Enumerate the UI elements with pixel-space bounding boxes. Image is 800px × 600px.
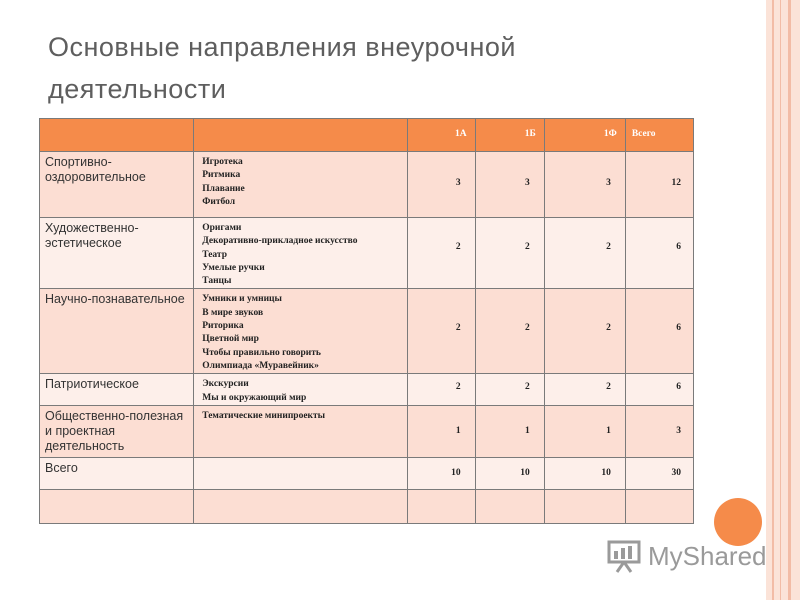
activities-table <box>39 118 694 524</box>
area-label: Патриотическое <box>45 377 139 392</box>
hours-value: 6 <box>676 242 681 252</box>
activities-cell <box>194 289 407 374</box>
hours-cell-b <box>475 406 544 458</box>
hours-value: 1 <box>606 426 611 437</box>
hours-cell-b <box>475 218 544 289</box>
activity-item: Умелые ручки <box>202 262 265 273</box>
hours-cell-b <box>475 152 544 218</box>
hours-value: 2 <box>606 382 611 393</box>
area-cell <box>40 374 194 406</box>
hours-value: 10 <box>601 468 611 479</box>
hours-cell-total <box>625 289 693 374</box>
hours-cell-a <box>407 289 475 374</box>
logo-text: MyShared <box>648 540 767 571</box>
activity-item: Фитбол <box>202 196 236 207</box>
hours-cell-f <box>544 374 625 406</box>
activity-item: Плавание <box>202 183 245 194</box>
hours-cell-f <box>544 490 625 524</box>
stripe-line <box>788 0 791 600</box>
hours-value: 2 <box>455 382 461 393</box>
decorative-side-stripe <box>766 0 800 600</box>
header-cell <box>40 119 194 152</box>
hours-cell-a <box>407 218 475 289</box>
header-cell-1f: 1Ф <box>544 119 625 152</box>
activity-item: Экскурсии <box>202 379 249 390</box>
area-label: Спортивно-оздоровительное <box>45 155 146 184</box>
activities-cell <box>194 218 407 289</box>
hours-cell-total <box>625 218 693 289</box>
hours-value: 30 <box>671 468 681 479</box>
hours-value: 10 <box>451 468 461 479</box>
area-label: Научно-познавательное <box>45 292 185 307</box>
stripe-line <box>780 0 781 600</box>
hours-cell-f <box>544 152 625 218</box>
area-label: Художественно-эстетическое <box>45 221 139 250</box>
area-cell <box>40 490 194 524</box>
activity-item: Умники и умницы <box>202 294 282 305</box>
activities-cell <box>194 458 407 490</box>
activities-cell <box>194 152 407 218</box>
table-row <box>40 289 694 374</box>
hours-value: 6 <box>676 323 681 334</box>
area-cell <box>40 406 194 458</box>
activities-cell <box>194 490 407 524</box>
hours-value: 6 <box>676 382 681 393</box>
hours-cell-f <box>544 218 625 289</box>
table-row <box>40 406 694 458</box>
hours-value: 2 <box>524 323 530 334</box>
activity-item: Ритмика <box>202 170 241 181</box>
activity-item: Декоративно-прикладное искусство <box>202 236 358 247</box>
hours-value: 3 <box>676 426 681 437</box>
hours-cell-total <box>625 490 693 524</box>
hours-cell-total <box>625 374 693 406</box>
hours-value: 10 <box>520 468 530 479</box>
hours-cell-a <box>407 374 475 406</box>
area-cell <box>40 289 194 374</box>
hours-cell-total <box>625 406 693 458</box>
table-header-row <box>40 119 694 152</box>
hours-cell-f <box>544 289 625 374</box>
activity-item: Театр <box>202 249 227 260</box>
hours-value: 2 <box>455 242 461 252</box>
hours-cell-b <box>475 490 544 524</box>
area-label: Всего <box>45 461 78 476</box>
table-row <box>40 218 694 289</box>
activity-item: Игротека <box>202 157 243 167</box>
hours-value: 1 <box>524 426 530 437</box>
hours-value: 12 <box>671 178 681 188</box>
area-cell <box>40 218 194 289</box>
activity-item: Риторика <box>202 321 244 332</box>
hours-cell-a <box>407 458 475 490</box>
hours-cell-total <box>625 152 693 218</box>
hours-value: 1 <box>455 426 461 437</box>
table-row <box>40 374 694 406</box>
table-row <box>40 458 694 490</box>
presentation-board-icon <box>606 538 642 574</box>
activity-item: Оригами <box>202 223 242 233</box>
hours-cell-a <box>407 406 475 458</box>
hours-cell-a <box>407 152 475 218</box>
slide-title: Основные направления внеурочной деятельности <box>48 32 516 104</box>
header-cell-1a: 1А <box>407 119 475 152</box>
logo <box>606 538 767 574</box>
header-cell-1b: 1Б <box>475 119 544 152</box>
hours-value: 2 <box>524 382 530 393</box>
activity-item: В мире звуков <box>202 307 264 318</box>
hours-value: 2 <box>524 242 530 252</box>
hours-value: 3 <box>606 178 611 188</box>
header-cell <box>194 119 407 152</box>
header-cell-total: Всего <box>625 119 693 152</box>
hours-value: 3 <box>524 178 530 188</box>
hours-cell-b <box>475 458 544 490</box>
activity-item: Цветной мир <box>202 334 259 345</box>
area-cell <box>40 152 194 218</box>
hours-cell-f <box>544 406 625 458</box>
table-row <box>40 152 694 218</box>
activities-cell <box>194 374 407 406</box>
stripe-line <box>772 0 774 600</box>
hours-value: 3 <box>455 178 461 188</box>
hours-cell-total <box>625 458 693 490</box>
area-cell <box>40 458 194 490</box>
activity-item: Олимпиада «Муравейник» <box>202 360 319 371</box>
hours-cell-a <box>407 490 475 524</box>
area-label <box>40 490 193 493</box>
activity-item: Тематические минипроекты <box>202 411 326 422</box>
activity-item: Мы и окружающий мир <box>202 392 307 403</box>
table-row <box>40 490 694 524</box>
hours-value: 2 <box>606 323 611 334</box>
activity-item: Чтобы правильно говорить <box>202 347 321 358</box>
hours-value: 2 <box>455 323 461 334</box>
area-label: Общественно-полезная и проектная деятельность <box>45 409 184 454</box>
hours-cell-b <box>475 374 544 406</box>
hours-value: 2 <box>606 242 611 252</box>
activity-item: Танцы <box>202 276 232 287</box>
hours-cell-f <box>544 458 625 490</box>
activities-cell <box>194 406 407 458</box>
hours-cell-b <box>475 289 544 374</box>
